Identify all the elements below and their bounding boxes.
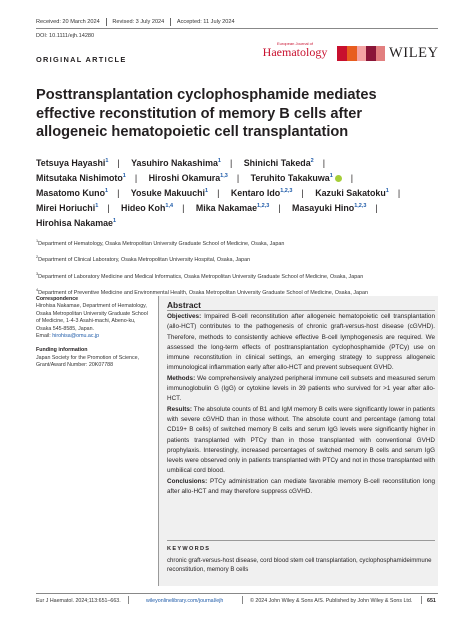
footer-citation: Eur J Haematol. 2024;113:651–663. (36, 598, 121, 604)
affiliation: $^2$Department of Clinical Laboratory, Osaka Metropolitan University Hospital, Osaka, Japan (36, 255, 251, 264)
revised-date: Revised: 3 July 2024 (112, 19, 165, 25)
author[interactable]: Hiroshi Okamura$^{1,3}$ (148, 173, 228, 183)
divider (128, 596, 129, 604)
orcid-icon[interactable] (335, 175, 342, 182)
affiliation-list (36, 235, 456, 300)
doi[interactable]: DOI: 10.1111/ejh.14280 (36, 33, 95, 39)
abstract-conclusions: Conclusions: PTCy administration can mediate favorable memory B-cell reconstitution long after allo-HCT and may therefore suppress cGVHD. (167, 477, 436, 496)
author[interactable]: Kentaro Ido$^{1,2,3}$ (230, 188, 293, 198)
abstract-methods: Methods: We comprehensively analyzed peripheral immune cell subsets and measured serum immunoglobulin G (IgG) or cytokine levels in 39 patients who survived for >1 year after allo-HCT. (167, 374, 435, 403)
header-rule (36, 28, 438, 29)
divider (170, 18, 171, 26)
affiliation: $^4$Department of Preventive Medicine and Environmental Health, Osaka Metropolitan University Graduate School of Medicine, Osaka, Japan (36, 287, 369, 296)
author[interactable]: Shinichi Takeda$^2$ (243, 158, 314, 168)
author[interactable]: Mitsutaka Nishimoto$^1$ (36, 173, 126, 183)
author[interactable]: Mika Nakamae$^{1,2,3}$ (195, 203, 270, 213)
keywords-heading: KEYWORDS (167, 546, 211, 552)
author[interactable]: Hirohisa Nakamae$^1$ (36, 218, 117, 228)
abstract-body (167, 312, 435, 497)
correspondence-column (36, 296, 148, 370)
author[interactable]: Yosuke Makuuchi$^1$ (130, 188, 209, 198)
keywords-divider (167, 540, 435, 541)
publisher-logo[interactable]: WILEY (389, 45, 439, 61)
author[interactable]: Hideo Koh$^{1,4}$ (121, 203, 174, 213)
correspondence-email: Email: hirohisa@omu.ac.jp (36, 333, 100, 340)
article-title: Posttransplantation cyclophosphamide mediates effective reconstitution of memory B cells after allogeneic hematopoietic cell transplantation (36, 87, 377, 140)
abstract-results: Results: The absolute counts of B1 and IgM memory B cells were significantly lower in patients with severe cGVHD than in those without. The absolute count and percentage (among total CD19+ B cells) of switched memory B cells and serum IgG levels were significantly higher in patients transplanted with PTCy than in those transplanted with conventional GVHD prophylaxis. Interestingly, increased percentages of switched memory B cells and serum IgG levels were observed only in patients transplanted with PTCy and not in those transplanted with umbilical cord blood. (167, 405, 435, 475)
journal-logo-name: Haematology (262, 45, 328, 59)
funding-heading: Funding information (36, 347, 88, 354)
journal-logo-subtitle: European Journal of (276, 41, 314, 46)
page-number: 651 (427, 598, 436, 604)
divider (106, 18, 107, 26)
author[interactable]: Yasuhiro Nakashima$^1$ (131, 158, 221, 168)
abstract-objectives: Objectives: Impaired B-cell reconstitution after allogeneic hematopoietic cell transplantation (allo-HCT) contributes to the pathogenesis of chronic graft-versus-host disease (cGVHD). Therefore, methods to consistently achieve effective B-cell lymphogenesis are required. We assessed the long-term effects of posttransplantation cyclophosphamide (PTCy) use on immune reconstitution in clinical settings, an emerging strategy to suppress allogeneic immunological inflammation early after allo-HCT and prevent subsequent GVHD. (167, 313, 435, 372)
abstract-heading: Abstract (167, 300, 201, 310)
footer-rule (36, 593, 438, 594)
received-date: Received: 20 March 2024 (36, 19, 100, 25)
author[interactable]: Kazuki Sakatoku$^1$ (315, 188, 389, 198)
abstract-rule (158, 296, 159, 586)
accepted-date: Accepted: 11 July 2024 (176, 19, 235, 25)
divider (421, 596, 422, 604)
email-link[interactable]: hirohisa@omu.ac.jp (52, 333, 100, 340)
article-history (36, 18, 235, 26)
funding-text: Japan Society for the Promotion of Science, Grant/Award Number: 20K07788 (36, 354, 140, 369)
correspondence-heading: Correspondence (36, 296, 79, 302)
abstract-divider (167, 310, 435, 311)
author[interactable]: Teruhito Takakuwa$^1$ (251, 173, 342, 183)
footer-url[interactable]: wileyonlinelibrary.com/journal/ejh (146, 598, 224, 604)
footer-copyright: © 2024 John Wiley & Sons A/S. Published by John Wiley & Sons Ltd. (250, 598, 413, 604)
keywords-text: chronic graft-versus-host disease, cord blood stem cell transplantation, cyclophosphamideimmune reconstitution, memory B cells (167, 557, 432, 574)
section-label: ORIGINAL ARTICLE (36, 55, 127, 64)
author-list: Tetsuya Hayashi$^1$ | Yasuhiro Nakashima$^1$ | Shinichi Takeda$^2$ | Mitsutaka Nishimoto$^1$ | Hiroshi Okamura$^{1,3}$ | Teruhito Takakuwa$^1$ | Masatomo Kuno$^1$ | Yosuke Makuuchi$^1$ | Kentaro Ido$^{1,2,3}$ | Kazuki Sakatoku$^1$ | Mirei Horiuchi$^1$ | Hideo Koh$^{1,4}$ | Mika Nakamae$^{1,2,3}$ | Masayuki Hino$^{1,2,3}$ | Hirohisa Nakamae$^1$ (36, 158, 401, 228)
author[interactable]: Tetsuya Hayashi$^1$ (36, 158, 109, 168)
divider (242, 596, 243, 604)
correspondence-text: Hirohisa Nakamae, Department of Hematology, Osaka Metropolitan University Graduate School of Medicine, 1-4-3 Asahi-machi, Abeno-ku, Osaka 545-8585, Japan. (36, 303, 148, 332)
journal-logo[interactable] (258, 41, 332, 58)
author[interactable]: Masatomo Kuno$^1$ (36, 188, 109, 198)
author[interactable]: Mirei Horiuchi$^1$ (36, 203, 99, 213)
author[interactable]: Masayuki Hino$^{1,2,3}$ (292, 203, 367, 213)
affiliation: $^1$Department of Hematology, Osaka Metropolitan University Graduate School of Medicine, Osaka, Japan (36, 239, 285, 247)
journal-color-blocks (337, 46, 385, 61)
affiliation: $^3$Department of Laboratory Medicine and Medical Informatics, Osaka Metropolitan University Graduate School of Medicine, Osaka, Japan (36, 271, 364, 280)
